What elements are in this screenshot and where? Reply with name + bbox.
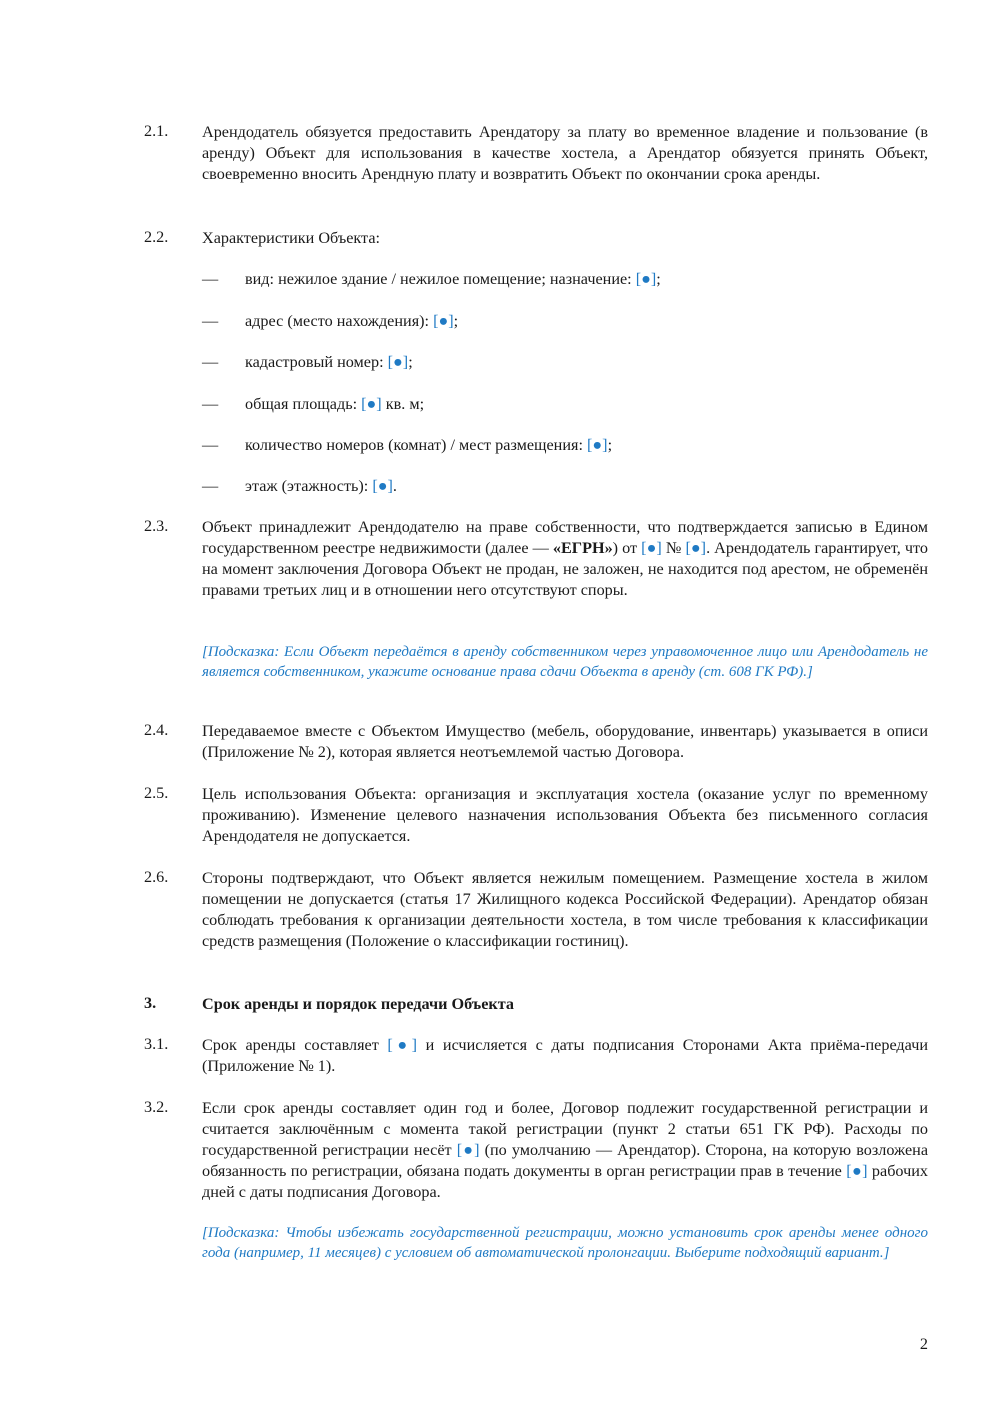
clause-number: 2.2. bbox=[144, 228, 169, 246]
placeholder: [●] bbox=[433, 312, 454, 330]
dash-marker: — bbox=[202, 270, 219, 288]
dash-marker: — bbox=[202, 436, 219, 454]
dash-marker: — bbox=[202, 312, 219, 330]
egrn-term: «ЕГРН» bbox=[552, 539, 613, 557]
list-item: — адрес (место нахождения): [●]; bbox=[202, 312, 459, 330]
placeholder: [●] bbox=[635, 270, 657, 288]
clause-number: 3.1. bbox=[144, 1035, 169, 1053]
hint-note: [Подсказка: Чтобы избежать государственной регистрации, можно установить срок аренды менее одного года (например, 11 месяцев) с условием об автоматической пролонгации. Выберите подходящий вариант.] bbox=[202, 1225, 928, 1261]
list-item: — кадастровый номер: [●]; bbox=[202, 353, 413, 371]
clause-number: 2.6. bbox=[144, 868, 169, 886]
clause-2-3 bbox=[144, 517, 928, 601]
placeholder: [●] bbox=[372, 477, 393, 495]
list-item: — этаж (этажность): [●]. bbox=[202, 477, 397, 495]
clause-number: 2.4. bbox=[144, 721, 169, 739]
dash-marker: — bbox=[202, 353, 219, 371]
clause-3-1 bbox=[144, 1035, 928, 1077]
placeholder: [●] bbox=[641, 539, 662, 557]
list-item: — вид: нежилое здание / нежилое помещение; назначение: [●]; bbox=[202, 270, 661, 288]
clause-text: Стороны подтверждают, что Объект является нежилым помещением. Размещение хостела в жилом помещении не допускается (статья 17 Жилищного кодекса Российской Федерации). Арендатор обязан соблюдать требования к организации деятельности хостела, в том числе требования к классификации средств размещения (Положение о классификации гостиниц). bbox=[202, 869, 928, 950]
clause-number: 2.3. bbox=[144, 517, 169, 535]
section-title: Срок аренды и порядок передачи Объекта bbox=[202, 995, 514, 1013]
placeholder: [●] bbox=[587, 436, 608, 454]
clause-number: 3.2. bbox=[144, 1098, 169, 1116]
page-number: 2 bbox=[919, 1335, 928, 1353]
clause-2-6 bbox=[144, 868, 928, 952]
clause-2-1 bbox=[144, 122, 928, 185]
clause-text: Характеристики Объекта: bbox=[202, 229, 380, 247]
clause-text: Арендодатель обязуется предоставить Арендатору за плату во временное владение и пользование (в аренду) Объект для использования в качестве хостела, а Арендатор обязуется принять Объект, своевременно вносить Арендную плату и возвратить Объект по окончании срока аренды. bbox=[202, 123, 928, 183]
section-number: 3. bbox=[144, 994, 157, 1012]
clause-text: Объект принадлежит Арендодателю на праве собственности, что подтверждается записью в Едином государственном реестре недвижимости (далее — «ЕГРН») от [●] № [●]. Арендодатель гарантирует, что на момент заключения Договора Объект не продан, не заложен, не находится под арестом, не обременён правами третьих лиц и в отношении него отсутствуют споры. bbox=[202, 518, 928, 599]
hint-note: [Подсказка: Если Объект передаётся в аренду собственником через управомоченное лицо или Арендодатель не является собственником, укажите основание права сдачи Объекта в аренду (ст. 608 ГК РФ).] bbox=[202, 644, 928, 680]
clause-text: Цель использования Объекта: организация и эксплуатация хостела (оказание услуг по временному проживанию). Изменение целевого назначения использования Объекта без письменного согласия Арендодателя не допускается. bbox=[202, 785, 928, 845]
placeholder: [●] bbox=[387, 1036, 418, 1054]
list-item: — общая площадь: [●] кв. м; bbox=[202, 395, 425, 413]
clause-number: 2.5. bbox=[144, 784, 169, 802]
clause-2-5 bbox=[144, 784, 928, 847]
clause-text: Передаваемое вместе с Объектом Имущество (мебель, оборудование, инвентарь) указывается в описи (Приложение № 2), которая является неотъемлемой частью Договора. bbox=[202, 722, 928, 761]
placeholder: [●] bbox=[685, 539, 707, 557]
clause-3-2 bbox=[144, 1098, 928, 1203]
clause-number: 2.1. bbox=[144, 122, 169, 140]
clause-text: Если срок аренды составляет один год и более, Договор подлежит государственной регистрации и считается заключённым с момента такой регистрации (пункт 2 статьи 651 ГК РФ). Расходы по государственной регистрации несёт [●] (по умолчанию — Арендатор). Сторона, на которую возложена обязанность по регистрации, обязана подать документы в орган регистрации прав в течение [●] рабочих дней с даты подписания Договора. bbox=[202, 1099, 929, 1201]
list-item: — количество номеров (комнат) / мест размещения: [●]; bbox=[202, 436, 613, 454]
placeholder: [●] bbox=[846, 1162, 868, 1180]
placeholder: [●] bbox=[361, 395, 382, 413]
dash-marker: — bbox=[202, 477, 219, 495]
dash-marker: — bbox=[202, 395, 219, 413]
clause-text: Срок аренды составляет [●] и исчисляется с даты подписания Сторонами Акта приёма-передачи (Приложение № 1). bbox=[202, 1036, 928, 1075]
clause-2-2 bbox=[144, 228, 928, 249]
placeholder: [●] bbox=[387, 353, 409, 371]
clause-2-4 bbox=[144, 721, 928, 763]
placeholder: [●] bbox=[456, 1141, 480, 1159]
section-heading bbox=[144, 994, 928, 1015]
